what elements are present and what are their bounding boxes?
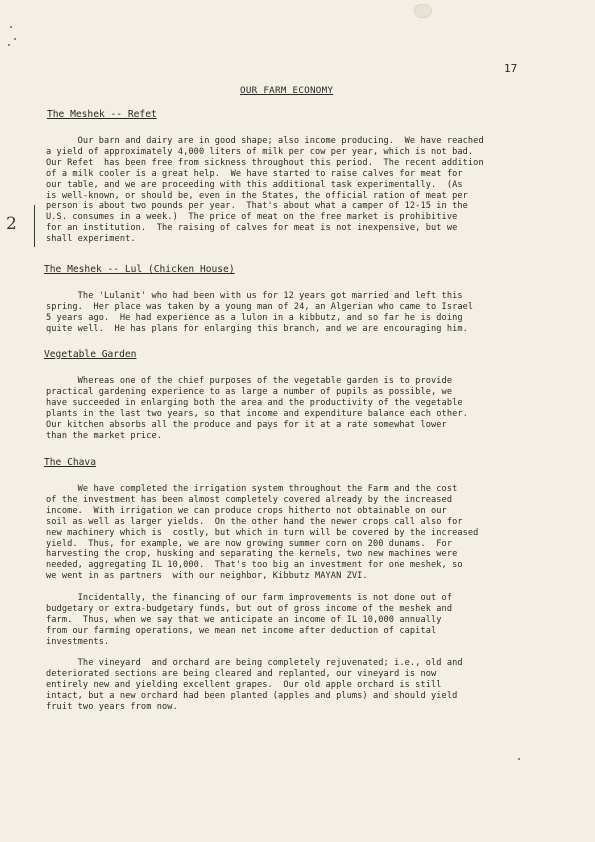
body-text-line: shall experiment.: [46, 234, 136, 245]
body-text-line: Our Refet has been free from sickness throughout this period. The recent addition: [46, 157, 484, 168]
body-text-line: for an institution. The raising of calves for meat is not inexpensive, but we: [46, 223, 458, 234]
ink-speck: [8, 44, 10, 46]
ink-speck: [14, 38, 16, 40]
body-text-line: yield. Thus, for example, we are now growing summer corn on 200 dunams. For: [46, 538, 453, 549]
body-text-line: from our farming operations, we mean net income after deduction of capital: [46, 625, 437, 636]
ink-speck: [518, 758, 520, 760]
body-text-line: budgetary or extra-budgetary funds, but out of gross income of the meshek and: [46, 603, 453, 614]
section-heading: The Meshek -- Refet: [47, 109, 157, 120]
body-text-line: intact, but a new orchard had been planted (apples and plums) and should yield: [46, 691, 458, 702]
body-text-line: entirely new and yielding excellent grapes. Our old apple orchard is still: [46, 680, 442, 691]
body-text-line: The vineyard and orchard are being completely rejuvenated; i.e., old and: [46, 658, 463, 669]
body-text-line: We have completed the irrigation system throughout the Farm and the cost: [46, 484, 458, 494]
body-text-line: than the market price.: [46, 430, 163, 441]
body-text-line: new machinery which is costly, but which in turn will be covered by the increased: [46, 527, 479, 538]
section-heading: The Meshek -- Lul (Chicken House): [44, 264, 235, 275]
body-text-line: quite well. He has plans for enlarging this branch, and we are encouraging him.: [46, 323, 468, 334]
body-text-line: The 'Lulanit' who had been with us for 12 years got married and left this: [46, 291, 463, 301]
body-text-line: soil as well as larger yields. On the other hand the newer crops call also for: [46, 516, 463, 527]
body-text-line: person is about two pounds per year. That's about what a camper of 12-15 in the: [46, 201, 468, 212]
page-title: OUR FARM ECONOMY: [240, 85, 334, 96]
body-text-line: 5 years ago. He had experience as a lulon in a kibbutz, and so far he is doing: [46, 312, 463, 323]
body-text-line: our table, and we are proceeding with this additional task experimentally. (As: [46, 179, 463, 190]
body-text-line: farm. Thus, when we say that we anticipate an income of IL 10,000 annually: [46, 614, 442, 625]
body-text-line: deteriorated sections are being cleared and replanted, our vineyard is now: [46, 669, 437, 680]
section-heading: Vegetable Garden: [44, 349, 137, 360]
body-text-line: spring. Her place was taken by a young man of 24, an Algerian who came to Israel: [46, 301, 474, 312]
page-number: 17: [504, 62, 518, 75]
body-text-line: fruit two years from now.: [46, 702, 178, 712]
body-text-line: is well-known, or should be, even in the States, the official ration of meat per: [46, 190, 468, 201]
body-text-line: plants in the last two years, so that income and expenditure balance each other.: [46, 408, 468, 419]
handwritten-margin-note: 2: [6, 214, 17, 234]
body-text-line: of a milk cooler is a great help. We have started to raise calves for meat for: [46, 168, 463, 179]
body-text-line: practical gardening experience to as large a number of pupils as possible, we: [46, 386, 453, 397]
body-text-line: Our barn and dairy are in good shape; also income producing. We have reached: [46, 136, 484, 146]
paper-blemish: [414, 4, 432, 18]
body-text-line: we went in as partners with our neighbor, Kibbutz MAYAN ZVI.: [46, 571, 368, 582]
body-text-line: needed, aggregating IL 10,000. That's too big an investment for one meshek, so: [46, 560, 463, 571]
body-text-line: Incidentally, the financing of our farm improvements is not done out of: [46, 593, 453, 603]
body-text-line: investments.: [46, 636, 110, 647]
margin-bracket: [34, 205, 39, 247]
body-text-line: of the investment has been almost completely covered already by the increased: [46, 494, 453, 505]
ink-speck: [10, 26, 12, 28]
body-text-line: harvesting the crop, husking and separating the kernels, two new machines were: [46, 549, 458, 560]
body-text-line: income. With irrigation we can produce crops hitherto not obtainable on our: [46, 505, 447, 516]
section-heading: The Chava: [44, 457, 96, 468]
body-text-line: Our kitchen absorbs all the produce and pays for it at a rate somewhat lower: [46, 419, 447, 430]
body-text-line: Whereas one of the chief purposes of the vegetable garden is to provide: [46, 376, 453, 386]
body-text-line: a yield of approximately 4,000 liters of milk per cow per year, which is not bad.: [46, 146, 474, 157]
body-text-line: have succeeded in enlarging both the area and the productivity of the vegetable: [46, 397, 463, 408]
body-text-line: U.S. consumes in a week.) The price of meat on the free market is prohibitive: [46, 212, 458, 223]
